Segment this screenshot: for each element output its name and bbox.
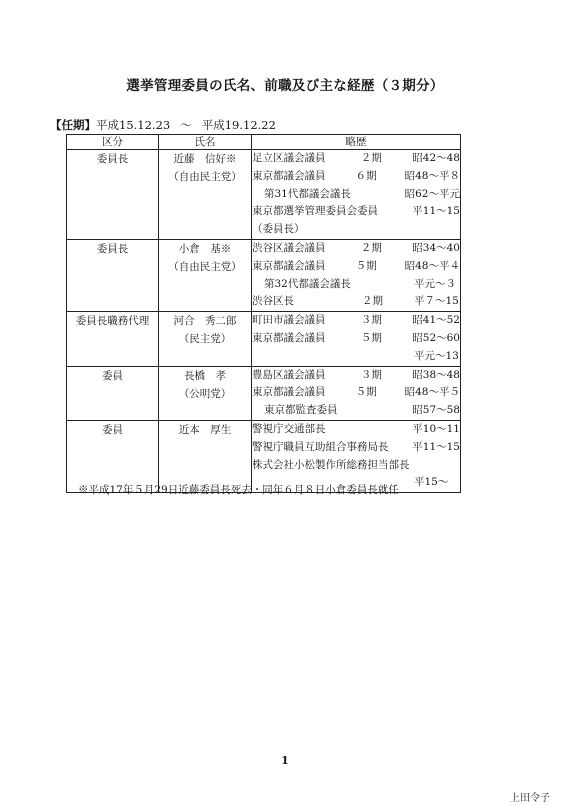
history-terms — [361, 421, 412, 439]
history-terms: ６期 — [355, 169, 377, 182]
member-history-table — [66, 134, 461, 493]
history-terms — [362, 439, 412, 457]
member-category-cell — [67, 366, 159, 420]
history-line — [252, 439, 460, 457]
history-period: 昭38～48 — [412, 368, 460, 381]
member-category-cell — [67, 150, 159, 240]
member-history-cell — [252, 366, 461, 420]
history-line — [252, 330, 460, 348]
history-line — [252, 168, 460, 186]
history-line — [252, 312, 460, 330]
history-line — [252, 276, 460, 294]
history-position: 東京都議会議員 — [252, 386, 326, 399]
member-category-cell — [67, 239, 159, 311]
term-start: 平成15.12.23 — [96, 118, 171, 132]
member-name: 河合 秀二郎 — [173, 315, 237, 328]
history-line — [252, 203, 460, 221]
history-position: 町田市議会議員 — [252, 314, 326, 327]
history-line — [252, 221, 460, 239]
history-position: 東京都議会議員 — [252, 169, 326, 182]
history-position: 渋谷区長 — [252, 295, 294, 308]
member-party: （公明党） — [178, 387, 232, 400]
history-terms: ５期 — [355, 386, 377, 399]
member-name: 近藤 信好※ — [173, 153, 237, 165]
history-period — [414, 457, 460, 475]
history-terms: ３期 — [360, 314, 382, 327]
history-position: 東京都選挙管理委員会委員 — [252, 205, 378, 218]
history-position: 渋谷区議会議員 — [252, 241, 326, 254]
history-period: 昭62～平元 — [404, 187, 460, 200]
member-row — [67, 312, 461, 366]
member-category: 委員 — [102, 423, 123, 436]
member-name-cell — [159, 150, 252, 240]
history-terms — [362, 221, 414, 239]
member-party: （自由民主党） — [168, 260, 242, 273]
history-period: 平11～15 — [412, 205, 460, 218]
member-row — [67, 150, 461, 240]
member-category: 委員 — [102, 369, 123, 382]
member-history-cell — [252, 239, 461, 311]
history-period — [414, 221, 460, 239]
history-line — [252, 240, 460, 258]
history-period: 昭41～52 — [412, 314, 460, 327]
history-terms — [362, 457, 414, 475]
header-history: 略歴 — [252, 135, 461, 150]
history-line — [252, 348, 460, 366]
history-period: 平10～11 — [412, 422, 460, 435]
history-line — [252, 384, 460, 402]
term-end: 平成19.12.22 — [201, 118, 276, 132]
history-position: 第31代都議会議長 — [264, 187, 351, 200]
term-separator: ～ — [180, 118, 192, 132]
member-category: 委員長 — [96, 153, 129, 165]
history-line — [252, 421, 460, 439]
history-position: 警視庁交通部長 — [252, 422, 326, 435]
history-position: 東京都議会議員 — [252, 259, 326, 272]
member-name-cell — [159, 366, 252, 420]
author-name: 上田令子 — [510, 793, 550, 804]
history-period: 昭48～平８ — [404, 169, 460, 182]
history-period: 平11～15 — [412, 440, 460, 453]
member-name: 小倉 基※ — [178, 242, 232, 255]
history-terms: ３期 — [360, 368, 382, 381]
term-label: 【任期】 — [50, 118, 96, 132]
history-period: 昭52～60 — [412, 331, 460, 344]
history-position: 東京都監査委員 — [264, 404, 338, 417]
history-terms — [362, 203, 412, 221]
history-period: 昭34～40 — [412, 241, 460, 254]
history-line — [252, 186, 460, 204]
history-position: 足立区議会議員 — [252, 152, 326, 164]
member-category: 委員長 — [96, 242, 129, 255]
member-party: （自由民主党） — [168, 171, 242, 183]
history-position: 株式会社小松製作所総務担当部長 — [252, 458, 410, 471]
history-line — [252, 150, 460, 168]
page-number: 1 — [281, 754, 289, 767]
history-period: 昭42～48 — [412, 152, 460, 164]
member-row — [67, 366, 461, 420]
member-history-cell — [252, 150, 461, 240]
footnote: ※平成17年５月29日近藤委員長死去・同年６月８日小倉委員長就任 — [78, 484, 399, 496]
history-line — [252, 367, 460, 385]
history-terms — [356, 186, 405, 204]
header-category: 区分 — [67, 135, 159, 150]
history-period: 平７～15 — [414, 295, 459, 308]
history-position: 豊島区議会議員 — [252, 368, 326, 381]
history-period: 平15～ — [414, 476, 449, 489]
history-position: 第32代都議会議長 — [264, 277, 351, 290]
history-terms: ５期 — [360, 331, 382, 344]
document-title: 選挙管理委員の氏名、前職及び主な経歴（３期分） — [126, 78, 444, 94]
member-name-cell — [159, 312, 252, 366]
history-period: 昭57～58 — [412, 404, 460, 417]
table-body — [67, 150, 461, 493]
member-party: （民主党） — [178, 333, 232, 346]
member-name-cell — [159, 239, 252, 311]
header-name: 氏名 — [159, 135, 252, 150]
history-period: 昭48～平５ — [404, 386, 460, 399]
member-category-cell — [67, 312, 159, 366]
history-line — [252, 258, 460, 276]
history-period: 昭48～平４ — [404, 259, 460, 272]
history-position: （委員長） — [252, 223, 305, 236]
history-position: 東京都議会議員 — [252, 331, 326, 344]
history-period: 平元～13 — [414, 349, 459, 362]
history-terms — [361, 402, 412, 420]
table-header-row — [67, 135, 461, 150]
history-position: 警視庁職員互助組合事務局長 — [252, 440, 389, 453]
history-terms: ２期 — [360, 241, 382, 254]
member-row — [67, 239, 461, 311]
history-terms: ２期 — [360, 152, 382, 164]
history-line — [252, 402, 460, 420]
member-name: 長橋 孝 — [184, 369, 226, 382]
history-line — [252, 457, 460, 475]
history-terms: ５期 — [355, 259, 377, 272]
history-period: 平元～３ — [414, 277, 456, 290]
history-terms — [362, 348, 414, 366]
member-name: 近本 厚生 — [178, 423, 232, 436]
member-category: 委員長職務代理 — [75, 315, 150, 328]
member-history-cell — [252, 312, 461, 366]
term-line — [50, 117, 276, 133]
history-terms: ２期 — [362, 295, 383, 308]
history-terms — [362, 276, 414, 294]
history-position — [252, 348, 362, 366]
history-line — [252, 293, 460, 311]
